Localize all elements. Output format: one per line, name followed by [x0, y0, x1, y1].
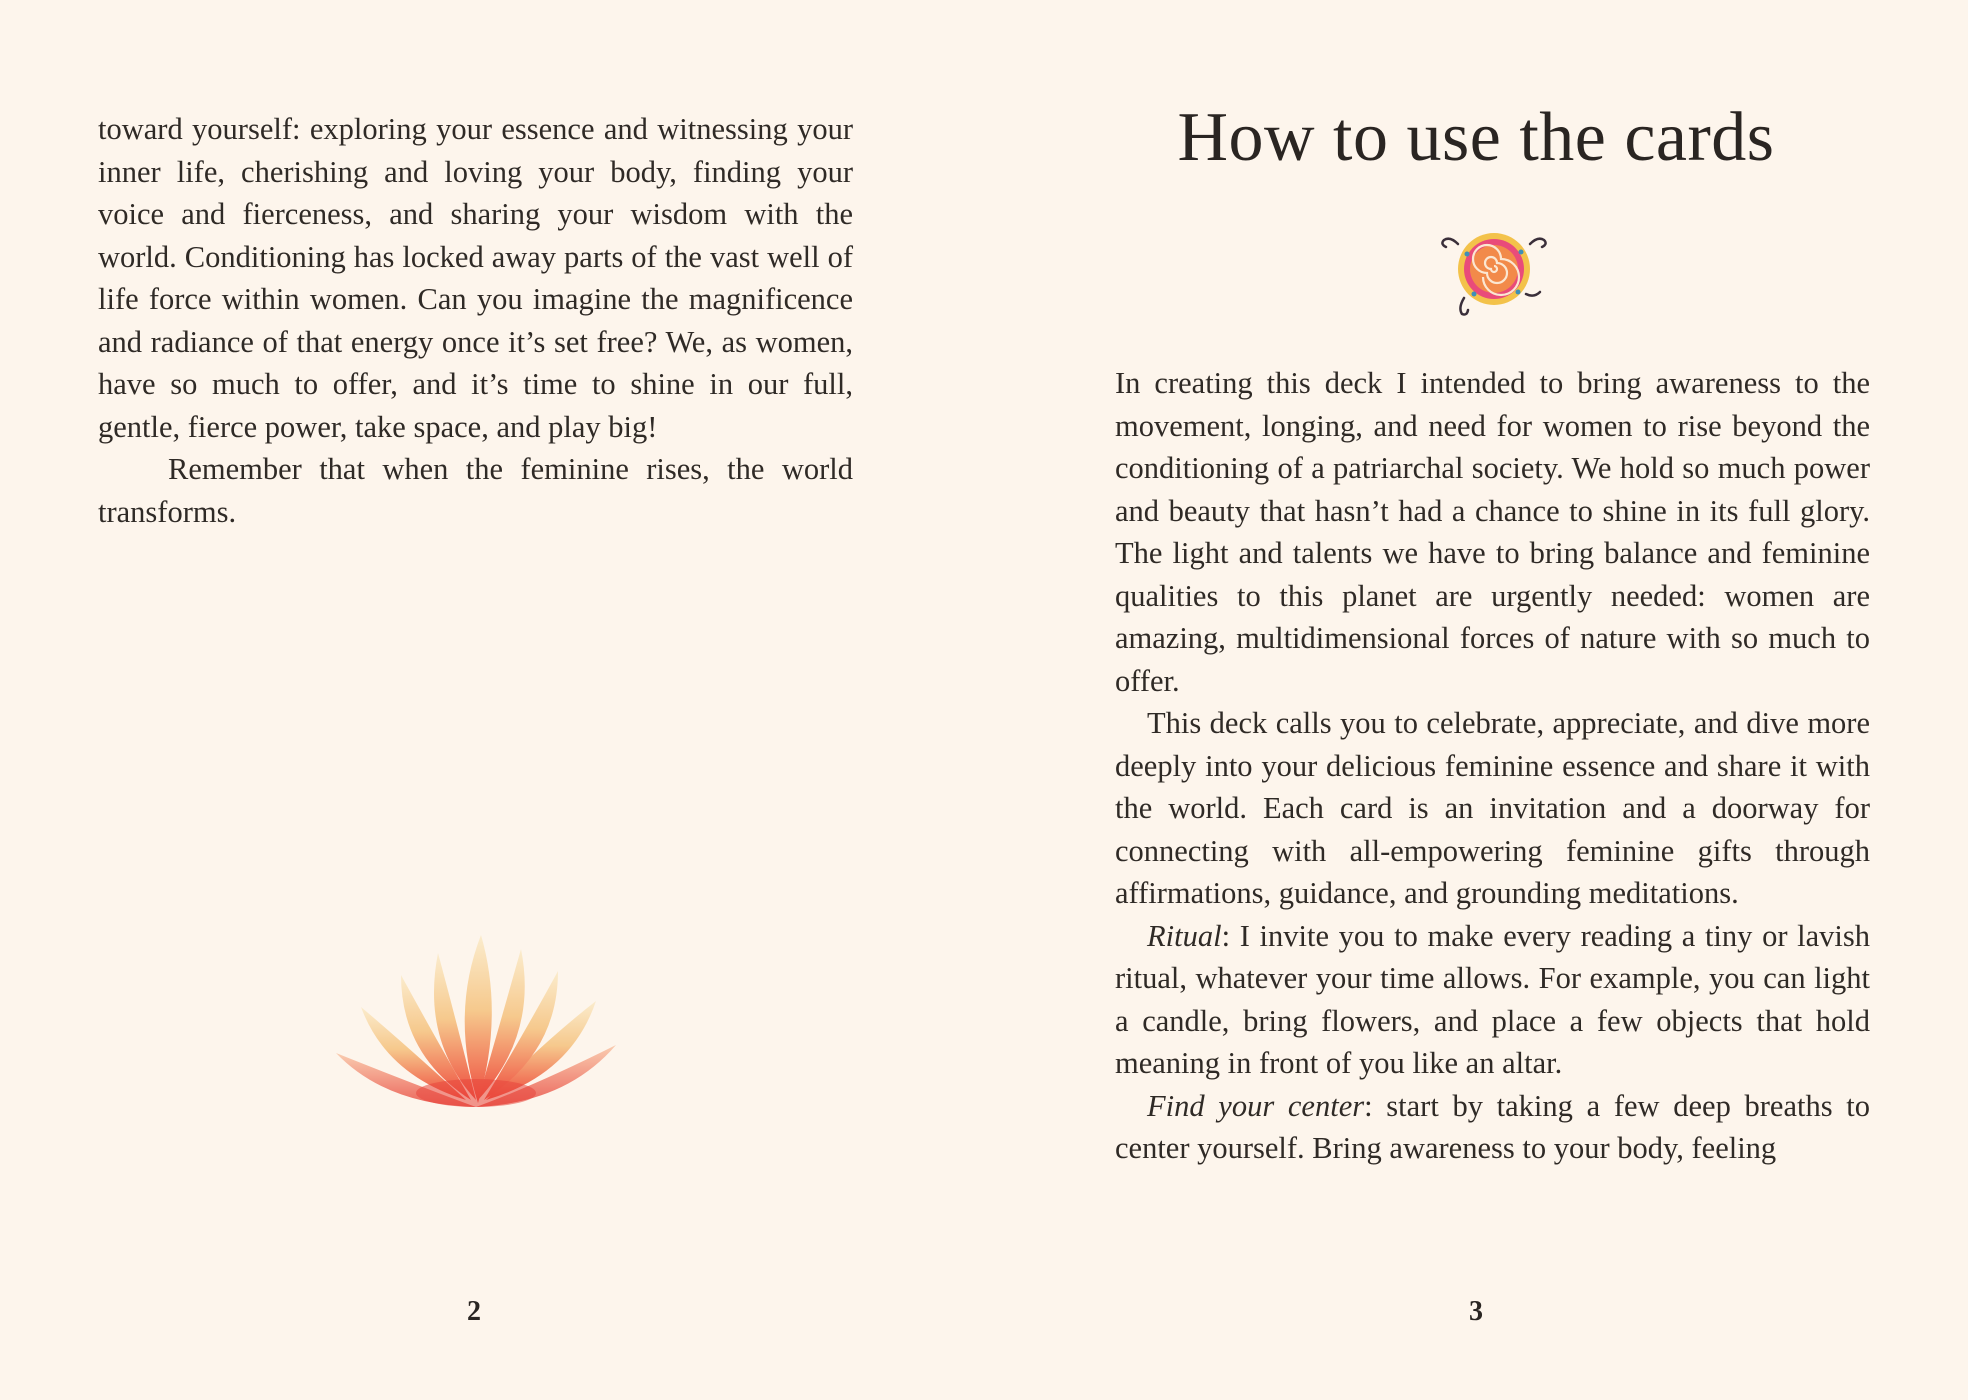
- ritual-text: : I invite you to make every reading a tiny or lavish ritual, whatever your time allows. For example, you can light a candle, bring flowers, and place a few objects that hold meaning in front of you like an altar.: [1115, 918, 1870, 1080]
- center-label: Find your center: [1147, 1088, 1365, 1123]
- right-body-text: [1115, 362, 1870, 1170]
- page-number: 2: [467, 1296, 481, 1327]
- intro-paragraph: In creating this deck I intended to bring awareness to the movement, longing, and need for women to rise beyond the conditioning of a patriarchal society. We hold so much power and beauty that hasn’t had a chance to shine in its full glory. The light and talents we have to bring balance and feminine qualities to this planet are urgently needed: women are amazing, multidimensional forces of nature with so much to offer.: [1115, 366, 1870, 698]
- left-body-text: [98, 108, 853, 533]
- lotus-illustration: [326, 935, 626, 1110]
- ritual-label: Ritual: [1147, 918, 1222, 953]
- center-paragraph: [1115, 1085, 1870, 1170]
- deck-paragraph: This deck calls you to celebrate, appreciate, and dive more deeply into your delicious feminine essence and share it with the world. Each card is an invitation and a doorway for connecting with all-empowering feminine gifts through affirmations, guidance, and grounding meditations.: [1115, 706, 1870, 910]
- center-text: : start by taking a few deep breaths to center yourself. Bring awareness to your body, feeling: [1115, 1088, 1870, 1165]
- right-page: [984, 0, 1968, 1400]
- page-title: How to use the cards: [1177, 99, 1775, 176]
- left-paragraph-1: toward yourself: exploring your essence and witnessing your inner life, cherishing and loving your body, finding your voice and fierceness, and sharing your wisdom with the world. Conditioning has locked away parts of the vast well of life force within women. Can you imagine the magnificence and radiance of that energy once it’s set free? We, as women, have so much to offer, and it’s time to shine in our full, gentle, fierce power, take space, and play big!: [98, 112, 853, 444]
- page-number: 3: [1469, 1296, 1483, 1327]
- left-paragraph-2: Remember that when the feminine rises, the world transforms.: [98, 452, 853, 529]
- spiral-mandala-ornament: [1434, 214, 1554, 324]
- ritual-paragraph: [1115, 915, 1870, 1085]
